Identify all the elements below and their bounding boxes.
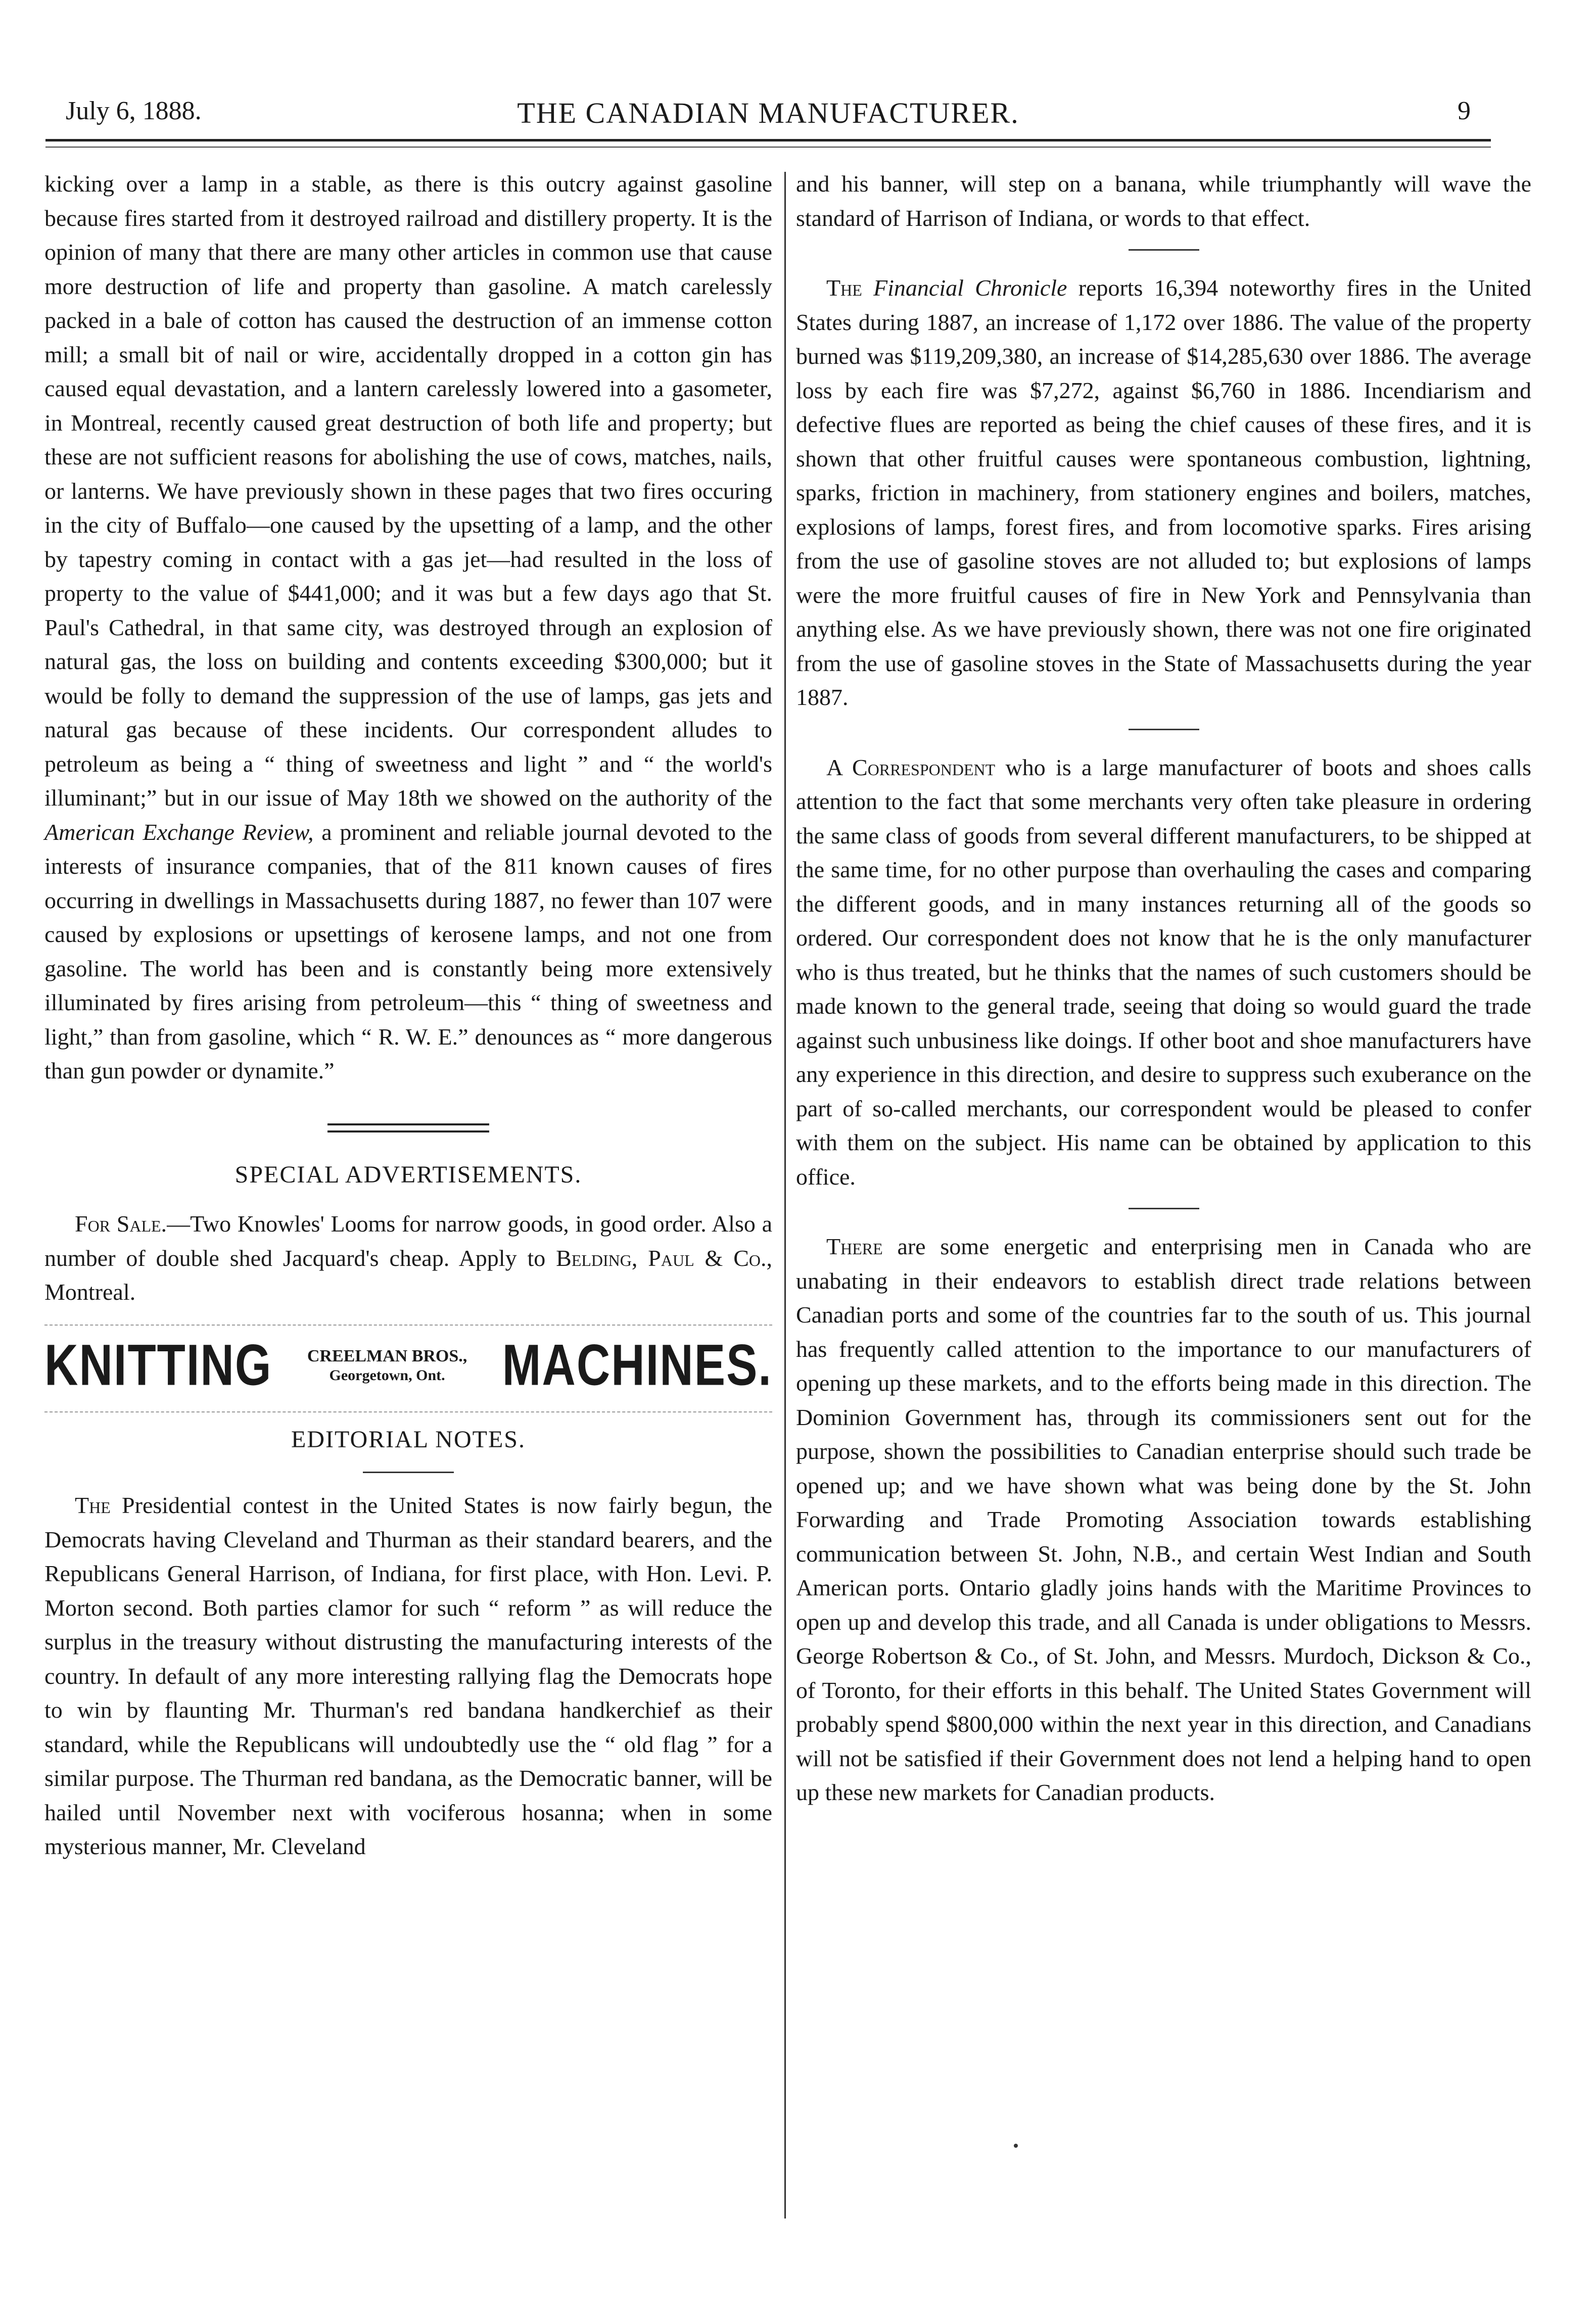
- print-dot: [1014, 2144, 1018, 2148]
- column-divider: [784, 172, 786, 2218]
- financial-chronicle-paragraph: The Financial Chronicle reports 16,394 noteworthy fires in the United States during 1887, an increase of 1,172 over 1886. The value of the property burned was $119,209,380, an increase of $14,285,630 over 1886. The average loss by each fire was $7,272, against $6,760 in 1886. Incendiarism and defective flues are reported as being the chief causes of these fires, and it is shown that other fruitful causes were spontaneous combustion, lightning, sparks, friction in machinery, from stationery engines and boilers, matches, explosions of lamps, forest fires, and from locomotive sparks. Fires arising from the use of gasoline stoves are not alluded to; but explosions of lamps were the more fruitful causes of fire in New York and Pennsylvania than anything else. As we have previously shown, there was not one fire originated from the use of gasoline stoves in the State of Massachusetts during the year 1887.: [796, 275, 1531, 710]
- ad-word-knitting: KNITTING: [44, 1333, 272, 1398]
- ad-top-rule: [44, 1325, 772, 1326]
- note-separator: [1129, 249, 1199, 251]
- page-header: [45, 91, 1491, 136]
- special-advertisements-heading: SPECIAL ADVERTISEMENTS.: [234, 1161, 582, 1188]
- review-title: American Exchange Review,: [44, 819, 314, 845]
- header-rule-thin: [45, 147, 1491, 148]
- issue-date: July 6, 1888.: [66, 97, 202, 125]
- presidential-contest-paragraph: The Presidential contest in the United States is now fairly begun, the Democrats having Cleveland and Thurman as their standard bearers, and the Republicans General Harrison, of Indiana, for first place, with Hon. Levi. P. Morton second. Both parties clamor for such “ reform ” as will reduce the surplus in the treasury without distrusting the manufacturing interests of the country. In default of any more interesting rallying flag the Democrats hope to win by flaunting Mr. Thurman's red bandana handkerchief as their standard, while the Republicans will undoubtedly use the “ old flag ” for a similar purpose. The Thurman red bandana, as the Democratic banner, will be hailed until November next with vociferous hosanna; when in some mysterious manner, Mr. Cleveland: [44, 1492, 772, 1859]
- ad-word-machines: MACHINES.: [502, 1333, 772, 1398]
- page-number: 9: [1458, 97, 1471, 125]
- gasoline-continued-paragraph: kicking over a lamp in a stable, as there is this outcry against gasoline because fires started from it destroyed railroad and distillery property. It is the opinion of many that there are many other articles in common use that cause more destruction of life and property than gasoline. A match carelessly packed in a bale of cotton has caused the destruction of an immense cotton mill; a small bit of nail or wire, accidentally dropped in a cotton gin has caused equal devastation, and a lantern carelessly lowered into a gasometer, in Montreal, recently caused great destruction of both life and property; but these are not sufficient reasons for abolishing the use of cows, matches, nails, or lanterns. We have previously shown in these pages that two fires occuring in the city of Buffalo—one caused by the upsetting of a lamp, and the other by tapestry coming in contact with a gas jet—had resulted in the loss of property to the value of $441,000; and it was but a few days ago that St. Paul's Cathedral, in that same city, was destroyed through an explosion of natural gas, the loss on building and contents exceeding $300,000; but it would be folly to demand the suppression of the use of lamps, gas jets and natural gas because of these incidents. Our correspondent alludes to petroleum as being a “ thing of sweetness and light ” and “ the world's illuminant;” but in our issue of May 18th we showed on the authority of the American Exchange Review, a prominent and reliable journal devoted to the interests of insurance companies, that of the 811 known causes of fires occurring in dwellings in Massachusetts during 1887, no fewer than 107 were caused by explosions or upsettings of kerosene lamps, and not one from gasoline. The world has been and is constantly being more extensively illuminated by fires arising from petroleum—this “ thing of sweetness and light,” than from gasoline, which “ R. W. E.” denounces as “ more dangerous than gun powder or dynamite.”: [44, 171, 772, 1083]
- section-double-rule: [327, 1123, 489, 1132]
- ad-company-name: CREELMAN BROS.,: [307, 1346, 467, 1365]
- harrison-continued-paragraph: and his banner, will step on a banana, while triumphantly will wave the standard of Harrison of Indiana, or words to that effect.: [796, 171, 1531, 231]
- publication-title: THE CANADIAN MANUFACTURER.: [517, 97, 1019, 129]
- direct-trade-paragraph: There are some energetic and enterprising men in Canada who are unabating in their endeavors to establish direct trade relations between Canadian ports and some of the countries far to the south of us. This journal has frequently called attention to the importance to our manufacturers of opening up these markets, and to the efforts being made in this direction. The Dominion Government has, through its commissioners sent out for the purpose, shown the possibilities to Canadian enterprise should such trade be opened up; and we have shown what was being done by the St. John Forwarding and Trade Promoting Association towards establishing communication between St. John, N.B., and certain West Indian and South American ports. Ontario gladly joins hands with the Maritime Provinces to open up and develop this trade, and all Canada is under obligations to Messrs. George Robertson & Co., of St. John, and Messrs. Murdoch, Dickson & Co., of Toronto, for their efforts in this behalf. The United States Government will probably spend $800,000 within the next year in this direction, and Canadians will not be satisfied if their Government does not lend a helping hand to open up these new markets for Canadian products.: [796, 1234, 1531, 1805]
- for-sale-notice: For Sale.—Two Knowles' Looms for narrow goods, in good order. Also a number of double shed Jacquard's cheap. Apply to Belding, Paul & Co., Montreal.: [44, 1211, 772, 1305]
- note-separator: [1129, 1208, 1199, 1209]
- editorial-notes-heading: EDITORIAL NOTES.: [291, 1426, 526, 1453]
- ad-bottom-rule: [44, 1411, 772, 1412]
- ad-company-block: [307, 1347, 467, 1385]
- correspondent-paragraph: A Correspondent who is a large manufacturer of boots and shoes calls attention to the fact that some merchants very often take pleasure in ordering the same class of goods from several different manufacturers, to be shipped at the same time, for no other purpose than overhauling the cases and comparing the different goods, and in many instances returning all of the goods so ordered. Our correspondent does not know that he is the only manufacturer who is thus treated, but he thinks that the names of such customers should be made known to the general trade, seeing that doing so would guard the trade against such unbusiness like doings. If other boot and shoe manufacturers have any experience in this direction, and desire to suppress such exuberance on the part of so-called merchants, our correspondent would be pleased to confer with them on the subject. His name can be obtained by application to this office.: [796, 754, 1531, 1190]
- ad-company-location: Georgetown, Ont.: [329, 1366, 445, 1384]
- header-rule: [45, 139, 1491, 141]
- right-column: [796, 167, 1531, 1810]
- left-column: [44, 167, 772, 1864]
- chronicle-title: Financial Chronicle: [873, 275, 1067, 301]
- note-separator: [1129, 729, 1199, 730]
- editorial-heading-rule: [363, 1472, 454, 1473]
- knitting-machines-advertisement: [44, 1333, 772, 1398]
